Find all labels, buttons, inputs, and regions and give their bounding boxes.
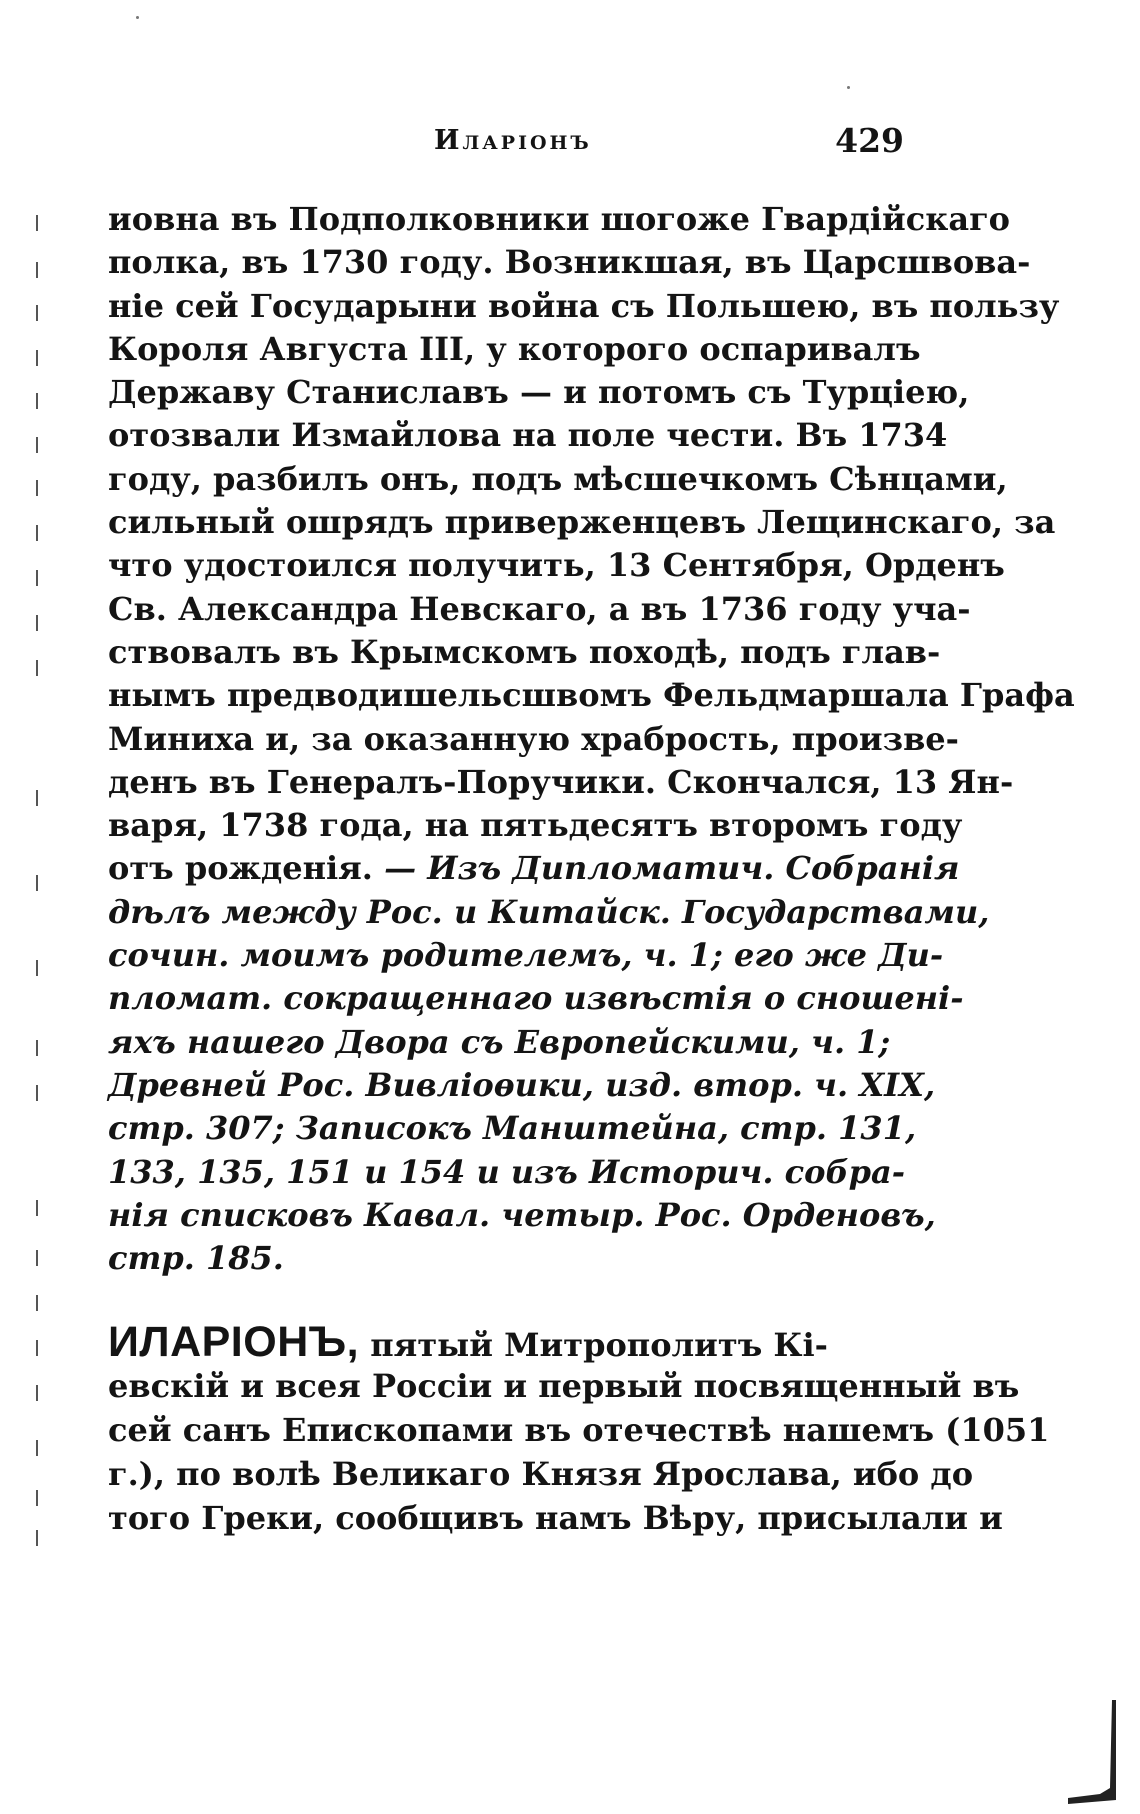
margin-tick	[36, 1085, 38, 1101]
citation-line: сочин. моимъ родителемъ, ч. 1; его же Ди-	[108, 936, 944, 975]
margin-tick	[36, 1295, 38, 1311]
citation-segment: — Изъ Дипломатич. Собранія	[372, 849, 960, 888]
text-line: ніе сей Государыни война съ Польшею, въ пользу	[108, 286, 1060, 325]
dictionary-entry	[108, 1318, 1050, 1540]
margin-tick	[36, 1200, 38, 1216]
speck-mark	[136, 16, 139, 19]
entry-headword: ИЛАРІОНЪ,	[108, 1318, 360, 1366]
left-margin-marks	[22, 0, 42, 1814]
text-line: отозвали Измайлова на поле чести. Въ 1734	[108, 416, 948, 455]
text-line: сей санъ Епископами въ отечествѣ нашемъ (1051	[108, 1411, 1050, 1449]
text-line: денъ въ Генералъ-Поручики. Скончался, 13 Ян-	[108, 762, 1014, 801]
citation-line: стр. 185.	[108, 1239, 284, 1278]
margin-tick	[36, 525, 38, 541]
citation-line: дѣлъ между Рос. и Китайск. Государствами,	[108, 892, 990, 931]
text-segment: пятый Митрополитъ Кі-	[359, 1326, 828, 1364]
text-line: Миниха и, за оказанную храбрость, произве-	[108, 719, 959, 758]
citation-line: стр. 307; Записокъ Манштейна, стр. 131,	[108, 1109, 917, 1148]
page-header	[112, 121, 904, 165]
margin-tick	[36, 262, 38, 278]
text-line: евскій и всея Россіи и первый посвященный въ	[108, 1367, 1020, 1405]
margin-tick	[36, 960, 38, 976]
text-line: году, разбилъ онъ, подъ мѣсшечкомъ Сѣнцами,	[108, 459, 1008, 498]
text-line: Державу Станиславъ — и потомъ съ Турціею,	[108, 373, 970, 412]
text-line: сильный ошрядъ приверженцевъ Лещинскаго, за	[108, 503, 1056, 542]
text-line: того Греки, сообщивъ намъ Вѣру, присылали и	[108, 1499, 1003, 1537]
margin-tick	[36, 350, 38, 366]
margin-tick	[36, 1340, 38, 1356]
margin-tick	[36, 305, 38, 321]
citation-line: пломат. сокращеннаго извѣстія о сношені-	[108, 979, 964, 1018]
citation-line: яхъ нашего Двора съ Европейскими, ч. 1;	[108, 1022, 891, 1061]
margin-tick	[36, 875, 38, 891]
margin-tick	[36, 1530, 38, 1546]
margin-tick	[36, 1440, 38, 1456]
text-line: варя, 1738 года, на пятьдесятъ второмъ году	[108, 806, 963, 845]
margin-tick	[36, 1040, 38, 1056]
citation-line: 133, 135, 151 и 154 и изъ Историч. собра-	[108, 1152, 905, 1191]
body-text	[108, 198, 1075, 1280]
text-line	[108, 847, 960, 890]
margin-tick	[36, 570, 38, 586]
text-line: Короля Августа III, у которого оспаривалъ	[108, 329, 921, 368]
margin-tick	[36, 215, 38, 231]
margin-tick	[36, 1250, 38, 1266]
text-line: Св. Александра Невскаго, а въ 1736 году уча-	[108, 589, 971, 628]
text-line: нымъ предводишельсшвомъ Фельдмаршала Графа	[108, 676, 1075, 715]
citation-line: нія списковъ Кавал. четыр. Рос. Орденовъ,	[108, 1195, 936, 1234]
margin-tick	[36, 1385, 38, 1401]
text-line: г.), по волѣ Великаго Князя Ярослава, ибо до	[108, 1455, 974, 1493]
text-segment: отъ рожденія.	[108, 849, 373, 888]
entry-first-line	[108, 1320, 908, 1364]
margin-tick	[36, 393, 38, 409]
margin-tick	[36, 437, 38, 453]
margin-tick	[36, 660, 38, 676]
margin-tick	[36, 615, 38, 631]
text-line: ствовалъ въ Крымскомъ походѣ, подъ глав-	[108, 632, 941, 671]
page-number: 429	[835, 121, 904, 160]
citation-line: Древней Рос. Вивліоѳики, изд. втор. ч. XIX,	[108, 1065, 936, 1104]
text-line: полка, въ 1730 году. Возникшая, въ Царсшвова-	[108, 243, 1031, 282]
text-line: что удостоился получить, 13 Сентября, Орденъ	[108, 546, 1005, 585]
margin-tick	[36, 1490, 38, 1506]
speck-mark	[847, 86, 850, 89]
margin-tick	[36, 480, 38, 496]
text-line: иовна въ Подполковники шогоже Гвардійскаго	[108, 200, 1011, 238]
running-head: Иларіонъ	[434, 125, 592, 156]
margin-tick	[36, 790, 38, 806]
